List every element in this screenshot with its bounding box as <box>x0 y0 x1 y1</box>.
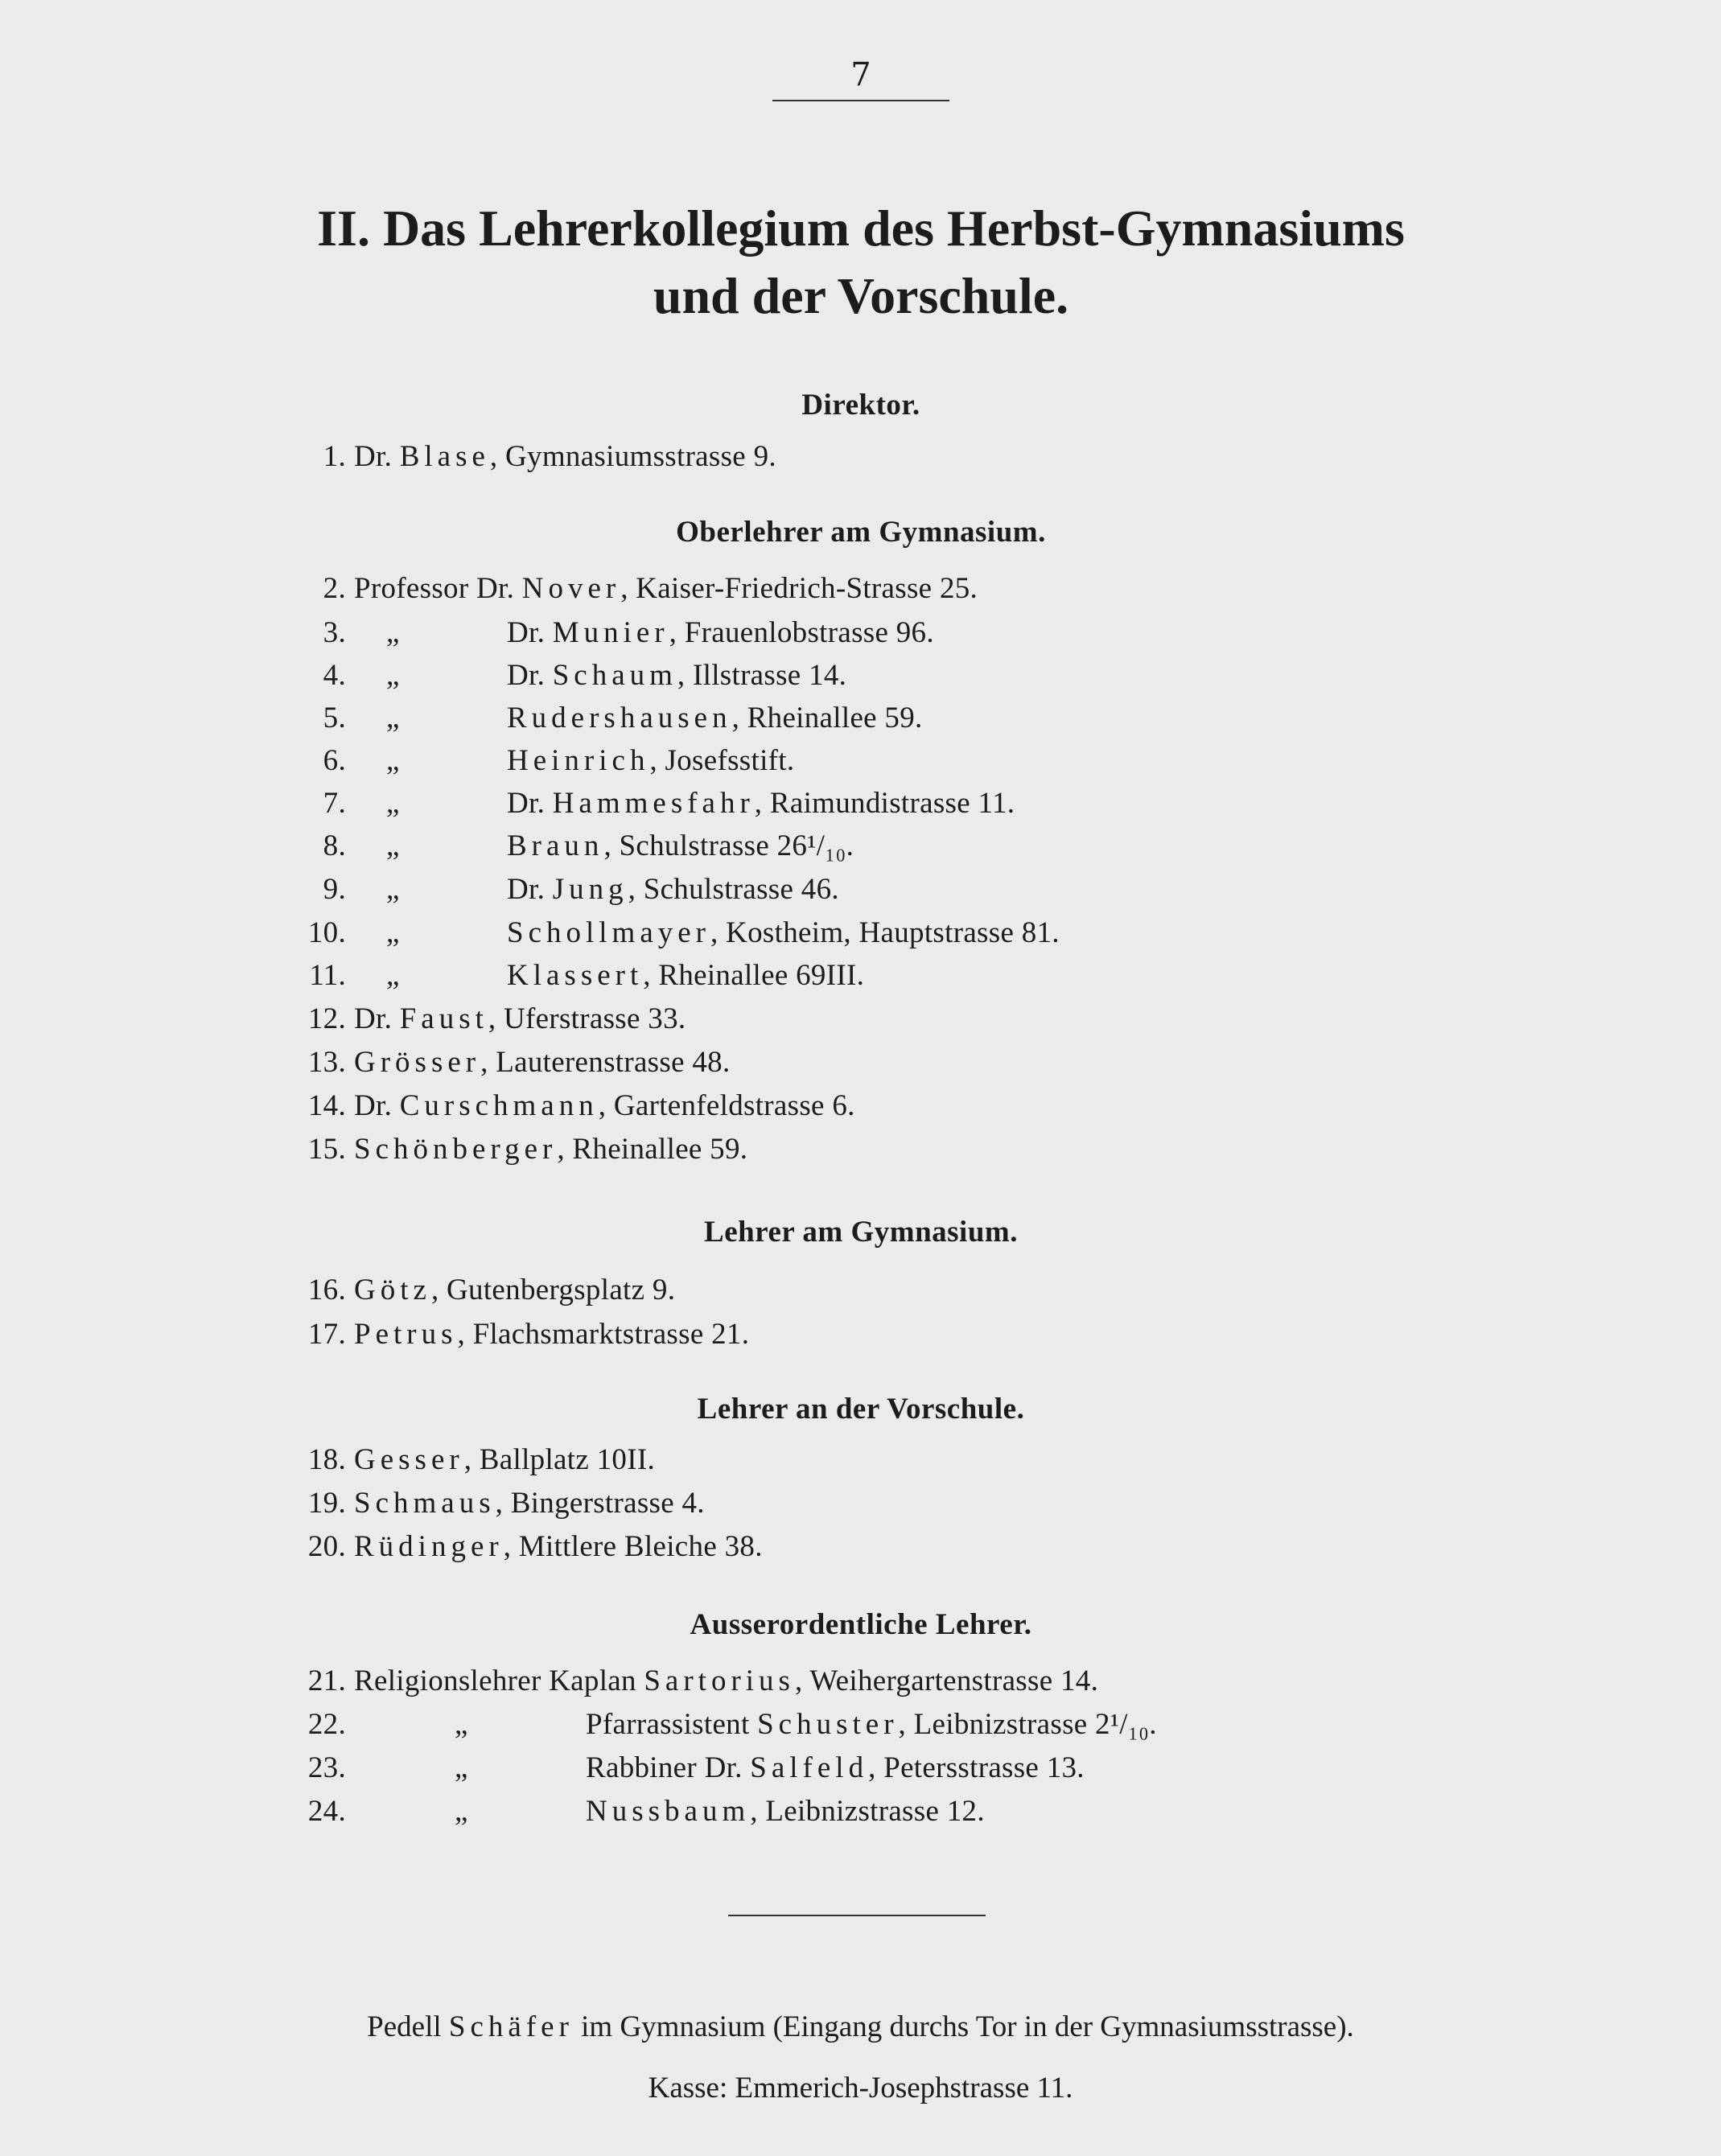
entry-address: , Gutenbergsplatz 9. <box>430 1273 676 1306</box>
title-line-1: II. Das Lehrerkollegium des Herbst-Gymnasiums <box>317 200 1405 257</box>
entry-number: 5. <box>323 702 346 734</box>
teacher-name: Hammesfahr <box>552 787 755 820</box>
teacher-name: Nover <box>521 572 621 605</box>
entry-text <box>354 1442 655 1477</box>
entry-text <box>586 1751 1085 1785</box>
ditto-mark: „ <box>455 1795 468 1828</box>
entry-number: 21. <box>307 1664 346 1697</box>
entry-text <box>507 872 839 907</box>
entry-number: 23. <box>307 1751 346 1784</box>
entry-address: , Lauterenstrasse 48. <box>480 1046 731 1079</box>
entry-text <box>354 1664 1098 1698</box>
entry-address: , Gymnasiumsstrasse 9. <box>489 440 776 473</box>
entry-number: 17. <box>307 1318 346 1351</box>
entry-number: 18. <box>307 1443 346 1476</box>
entry-text <box>507 915 1060 950</box>
teacher-name: Salfeld <box>750 1751 869 1784</box>
ditto-mark: „ <box>386 702 400 734</box>
entry-number: 16. <box>307 1273 346 1306</box>
entry-number: 3. <box>323 616 346 649</box>
teacher-name: Rüdinger <box>354 1530 504 1563</box>
entry-address: , Petersstrasse 13. <box>868 1751 1085 1784</box>
entry-address: , Leibnizstrasse 2¹/₁₀. <box>898 1708 1157 1741</box>
teacher-name: Schönberger <box>354 1133 558 1166</box>
teacher-name: Petrus <box>354 1318 458 1351</box>
entry-prefix: Rabbiner Dr. <box>586 1751 751 1784</box>
entry-number: 15. <box>307 1133 346 1166</box>
entry-address: , Illstrasse 14. <box>677 659 847 692</box>
section-heading-lehrer-vorschule: Lehrer an der Vorschule. <box>697 1393 1025 1426</box>
entry-number: 13. <box>307 1046 346 1079</box>
ditto-mark: „ <box>386 659 400 692</box>
entry-text <box>354 1273 675 1307</box>
entry-text <box>507 658 846 693</box>
entry-number: 7. <box>323 787 346 820</box>
ditto-mark: „ <box>386 959 400 992</box>
entry-address: , Kaiser-Friedrich-Strasse 25. <box>620 572 978 605</box>
teacher-name: Schmaus <box>354 1487 496 1520</box>
page-number: 7 <box>850 56 871 93</box>
entry-text <box>354 571 978 606</box>
teacher-name: Grösser <box>354 1046 481 1079</box>
section-heading-ausserordentliche: Ausserordentliche Lehrer. <box>690 1608 1032 1641</box>
entry-text <box>354 439 776 474</box>
ditto-mark: „ <box>386 616 400 649</box>
divider-rule <box>728 1915 986 1916</box>
entry-address: , Bingerstrasse 4. <box>495 1487 705 1520</box>
ditto-mark: „ <box>455 1708 468 1741</box>
entry-number: 8. <box>323 829 346 862</box>
entry-number: 20. <box>307 1530 346 1563</box>
entry-text <box>354 1002 686 1036</box>
teacher-name: Schuster <box>757 1708 899 1741</box>
teacher-name: Braun <box>507 829 604 862</box>
teacher-name: Curschmann <box>399 1089 599 1122</box>
entry-number: 2. <box>323 572 346 605</box>
entry-address: , Mittlere Bleiche 38. <box>503 1530 763 1563</box>
entry-number: 11. <box>309 959 346 992</box>
entry-address: , Frauenlobstrasse 96. <box>669 616 934 649</box>
teacher-name: Munier <box>552 616 669 649</box>
entry-text <box>507 615 934 650</box>
entry-address: , Leibnizstrasse 12. <box>750 1795 985 1828</box>
entry-text <box>354 1529 763 1564</box>
teacher-name: Blase <box>399 440 490 473</box>
entry-text <box>354 1317 749 1352</box>
ditto-mark: „ <box>386 787 400 820</box>
entry-address: , Weihergartenstrasse 14. <box>794 1664 1099 1697</box>
section-heading-oberlehrer: Oberlehrer am Gymnasium. <box>676 516 1046 549</box>
ditto-mark: „ <box>386 744 400 777</box>
entry-text <box>354 1045 731 1080</box>
teacher-name: Heinrich <box>507 744 650 777</box>
entry-number: 14. <box>307 1089 346 1122</box>
entry-text <box>507 701 923 735</box>
entry-text <box>507 958 864 993</box>
entry-prefix: Dr. <box>354 1002 400 1035</box>
entry-address: , Rheinallee 59. <box>731 702 923 734</box>
teacher-name: Nussbaum <box>586 1795 751 1828</box>
entry-address: , Rheinallee 59. <box>557 1133 748 1166</box>
entry-number: 22. <box>307 1708 346 1741</box>
teacher-name: Gesser <box>354 1443 464 1476</box>
teacher-name: Götz <box>354 1273 431 1306</box>
entry-number: 6. <box>323 744 346 777</box>
entry-prefix: Dr. <box>507 873 553 906</box>
entry-text <box>586 1794 985 1829</box>
entry-address: , Rheinallee 69III. <box>643 959 865 992</box>
entry-text <box>586 1707 1157 1742</box>
kasse-line: Kasse: Emmerich-Josephstrasse 11. <box>648 2072 1073 2105</box>
teacher-name: Sartorius <box>644 1664 795 1697</box>
entry-address: , Kostheim, Hauptstrasse 81. <box>710 916 1060 949</box>
teacher-name: Jung <box>552 873 628 906</box>
entry-number: 12. <box>307 1002 346 1035</box>
entry-number: 19. <box>307 1487 346 1520</box>
entry-address: , Ballplatz 10II. <box>463 1443 655 1476</box>
ditto-mark: „ <box>386 916 400 949</box>
pedell-line: Pedell Schäfer im Gymnasium (Eingang durchs Tor in der Gymnasiumsstrasse). <box>367 2010 1354 2043</box>
teacher-name: Klassert <box>507 959 644 992</box>
entry-prefix: Dr. <box>507 787 553 820</box>
entry-text <box>354 1486 705 1520</box>
teacher-name: Schaum <box>552 659 677 692</box>
entry-address: , Schulstrasse 26¹/₁₀. <box>603 829 854 862</box>
entry-address: , Gartenfeldstrasse 6. <box>598 1089 855 1122</box>
entry-text <box>354 1132 747 1166</box>
entry-prefix: Dr. <box>354 440 400 473</box>
entry-address: , Uferstrasse 33. <box>488 1002 686 1035</box>
section-heading-direktor: Direktor. <box>801 389 920 422</box>
ditto-mark: „ <box>455 1751 468 1784</box>
entry-prefix: Professor Dr. <box>354 572 522 605</box>
entry-text <box>507 743 794 778</box>
ditto-mark: „ <box>386 829 400 862</box>
entry-prefix: Dr. <box>507 659 553 692</box>
entry-address: , Flachsmarktstrasse 21. <box>457 1318 750 1351</box>
entry-prefix: Religionslehrer Kaplan <box>354 1664 644 1697</box>
ditto-mark: „ <box>386 873 400 906</box>
entry-prefix: Dr. <box>354 1089 400 1122</box>
entry-prefix: Dr. <box>507 616 553 649</box>
entry-text <box>507 786 1015 821</box>
entry-address: , Josefsstift. <box>649 744 795 777</box>
title-line-2: und der Vorschule. <box>653 267 1069 324</box>
entry-number: 4. <box>323 659 346 692</box>
teacher-name: Rudershausen <box>507 702 732 734</box>
entry-number: 10. <box>307 916 346 949</box>
page-title <box>145 195 1577 330</box>
section-heading-lehrer-gymnasium: Lehrer am Gymnasium. <box>704 1216 1018 1249</box>
entry-number: 9. <box>323 873 346 906</box>
entry-text <box>507 829 854 863</box>
teacher-name: Faust <box>399 1002 488 1035</box>
entry-prefix: Pfarrassistent <box>586 1708 758 1741</box>
entry-address: , Raimundistrasse 11. <box>754 787 1015 820</box>
header-rule <box>772 100 949 101</box>
teacher-name: Schollmayer <box>507 916 711 949</box>
entry-number: 1. <box>323 440 346 473</box>
entry-text <box>354 1088 855 1123</box>
entry-number: 24. <box>307 1795 346 1828</box>
entry-address: , Schulstrasse 46. <box>628 873 839 906</box>
